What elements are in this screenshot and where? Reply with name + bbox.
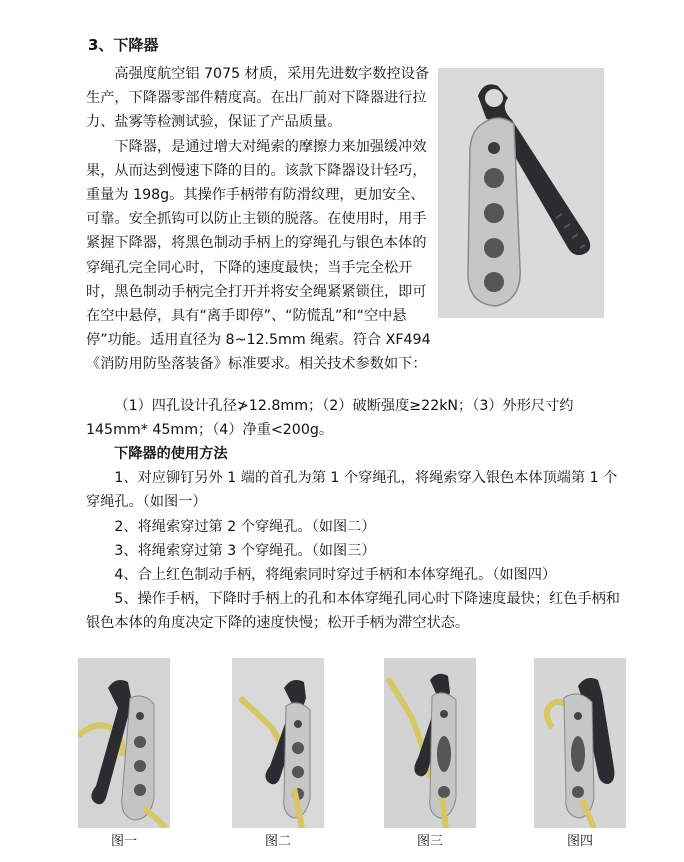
figure-2-caption: 图二 — [264, 834, 291, 849]
intro-paragraph-1: 高强度航空铝 7075 材质，采用先进数字数控设备生产，下降器零部件精度高。在出厂前对下降器进行拉力、盐雾等检测试验，保证了产品质量。 — [86, 66, 430, 131]
descender-product-photo — [438, 68, 604, 318]
figure-2-photo — [232, 658, 324, 828]
method-step-2: 2、将绳索穿过第 2 个穿绳孔。（如图二） — [114, 518, 376, 535]
figure-3-photo — [384, 658, 476, 828]
method-title: 下降器的使用方法 — [114, 446, 228, 462]
figure-3-caption: 图三 — [416, 834, 443, 849]
usage-method — [86, 442, 626, 636]
intro-text — [86, 62, 438, 377]
method-step-3: 3、将绳索穿过第 3 个穿绳孔。（如图三） — [114, 542, 376, 559]
technical-params — [86, 394, 626, 442]
method-step-5: 5、操作手柄，下降时手柄上的孔和本体穿绳孔同心时下降速度最快；红色手柄和银色本体的角度决定下降的速度快慢；松开手柄为滞空状态。 — [86, 591, 620, 632]
method-step-4: 4、合上红色制动手柄，将绳索同时穿过手柄和本体穿绳孔。（如图四） — [114, 567, 557, 584]
figure-4-photo — [534, 658, 626, 828]
method-step-1: 1、对应铆钉另外 1 端的首孔为第 1 个穿绳孔，将绳索穿入银色本体顶端第 1 个穿绳孔。（如图一） — [86, 470, 618, 511]
params-text: （1）四孔设计孔径≯12.8mm；（2）破断强度≥22kN；（3）外形尺寸约 145mm* 45mm；（4）净重<200g。 — [86, 398, 574, 439]
section-heading: 3、下降器 — [88, 36, 159, 54]
figure-1-caption: 图一 — [110, 834, 137, 849]
intro-paragraph-2: 下降器，是通过增大对绳索的摩擦力来加强缓冲效果，从而达到慢速下降的目的。该款下降器设计轻巧，重量为 198g。其操作手柄带有防滑纹理，更加安全、可靠。安全抓钩可以防止主锁的脱落。在使用时，用手紧握下降器，将黑色制动手柄上的穿绳孔与银色本体的穿绳孔完全同心时，下降的速度最快；当手完全松开时，黑色制动手柄完全打开并将安全绳紧紧锁住，即可在空中悬停，具有“离手即停”、“防慌乱”和“空中悬停”功能。适用直径为 8~12.5mm 绳索。符合 XF494《消防用防坠落装备》标准要求。相关技术参数如下： — [86, 138, 431, 373]
figure-4-caption: 图四 — [566, 834, 593, 849]
figure-1-photo — [78, 658, 170, 828]
